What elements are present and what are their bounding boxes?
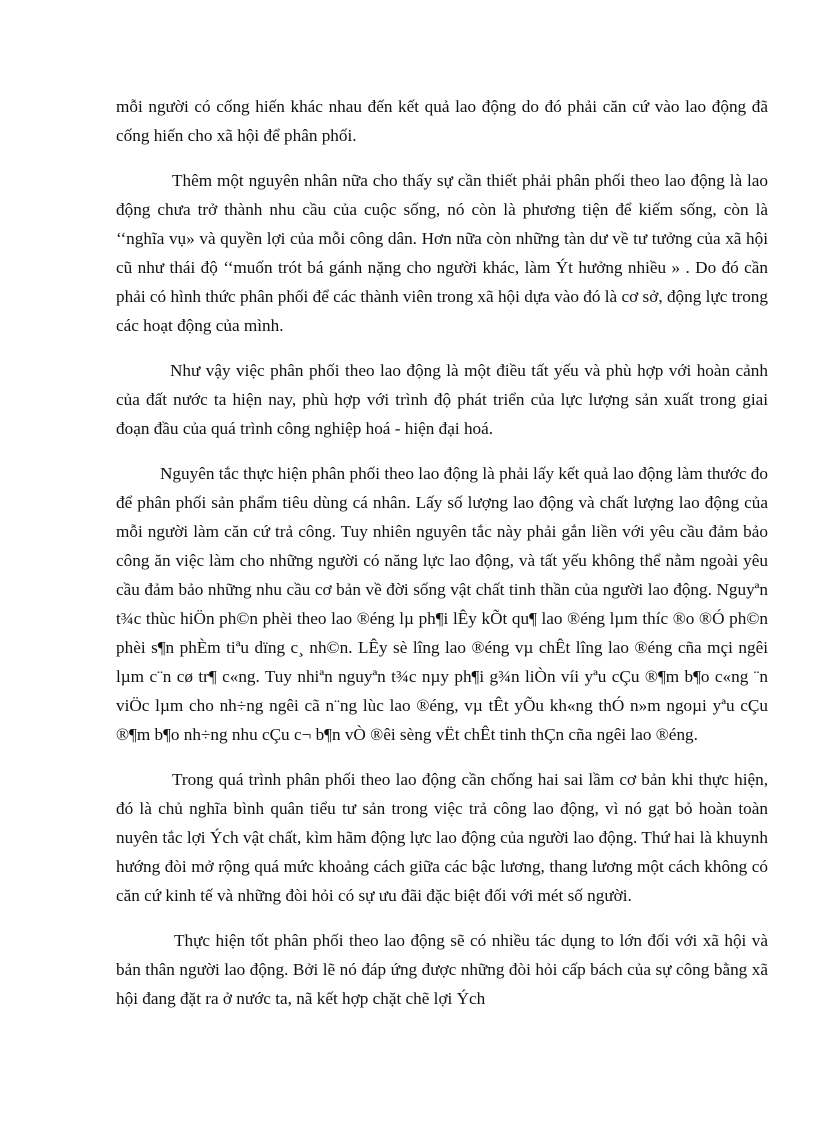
paragraph-3: Như vậy việc phân phối theo lao động là một điều tất yếu và phù hợp với hoàn cảnh của đất nước ta hiện nay, phù hợp với trình độ phát triển của lực lượng sản xuất trong giai đoạn đầu của quá trình công nghiệp hoá - hiện đại hoá. bbox=[116, 361, 768, 438]
paragraph-2: Thêm một nguyên nhân nữa cho thấy sự cần thiết phải phân phối theo lao động là lao động chưa trở thành nhu cầu của cuộc sống, nó còn là phương tiện để kiếm sống, còn là ‘‘nghĩa vụ» và quyền lợi của mỗi công dân. Hơn nữa còn những tàn dư về tư tưởng của xã hội cũ như thái độ ‘‘muốn trót bá gánh nặng cho người khác, làm Ýt hưởng nhiều » . Do đó cần phải có hình thức phân phối để các thành viên trong xã hội dựa vào đó là cơ sở, động lực trong các hoạt động của mình. bbox=[116, 171, 768, 335]
paragraph-4: Nguyên tắc thực hiện phân phối theo lao động là phải lấy kết quả lao động làm thước đo để phân phối sản phẩm tiêu dùng cá nhân. Lấy số lượng lao động và chất lượng lao động của mỗi người làm căn cứ trả công. Tuy nhiên nguyên tắc này phải gắn liền với yêu cầu đảm bảo công ăn việc làm cho những người có năng lực lao động, và tất yếu không thể nằm ngoài yêu cầu đảm bảo những nhu cầu cơ bản về đời sống vật chất tinh thần của người lao động. Nguyªn t¾c thùc hiÖn ph©n phèi theo lao ®éng lµ ph¶i lÊy kÕt qu¶ lao ®éng lµm thíc ®o ®Ó ph©n phèi s¶n phÈm tiªu dïng c¸ nh©n. LÊy sè lîng lao ®éng vµ chÊt lîng lao ®éng cña mçi ngêi lµm c¨n cø tr¶ c«ng. Tuy nhiªn nguyªn t¾c nµy ph¶i g¾n liÒn víi yªu cÇu ®¶m b¶o c«ng ¨n viÖc lµm cho nh÷ng ngêi cã n¨ng lùc lao ®éng, vµ tÊt yÕu kh«ng thÓ n»m ngoµi yªu cÇu ®¶m b¶o nh÷ng nhu cÇu c¬ b¶n vÒ ®êi sèng vËt chÊt tinh thÇn cña ngêi lao ®éng. bbox=[116, 464, 768, 744]
body-text bbox=[116, 92, 768, 1013]
paragraph-1: mỗi người có cống hiến khác nhau đến kết quả lao động do đó phải căn cứ vào lao động đã cống hiến cho xã hội để phân phối. bbox=[116, 97, 768, 145]
paragraph-5: Trong quá trình phân phối theo lao động cần chống hai sai lầm cơ bản khi thực hiện, đó là chủ nghĩa bình quân tiểu tư sản trong việc trả công lao động, vì nó gạt bỏ hoàn toàn nuyên tắc lợi Ých vật chất, kìm hãm động lực lao động của người lao động. Thứ hai là khuynh hướng đòi mở rộng quá mức khoảng cách giữa các bậc lương, thang lương một cách không có căn cứ kinh tế và những đòi hỏi có sự ưu đãi đặc biệt đối với mét số người. bbox=[116, 770, 768, 905]
paragraph-6: Thực hiện tốt phân phối theo lao động sẽ có nhiều tác dụng to lớn đối với xã hội và bản thân người lao động. Bởi lẽ nó đáp ứng được những đòi hỏi cấp bách của sự công bằng xã hội đang đặt ra ở nước ta, nã kết hợp chặt chẽ lợi Ých bbox=[116, 931, 768, 1008]
